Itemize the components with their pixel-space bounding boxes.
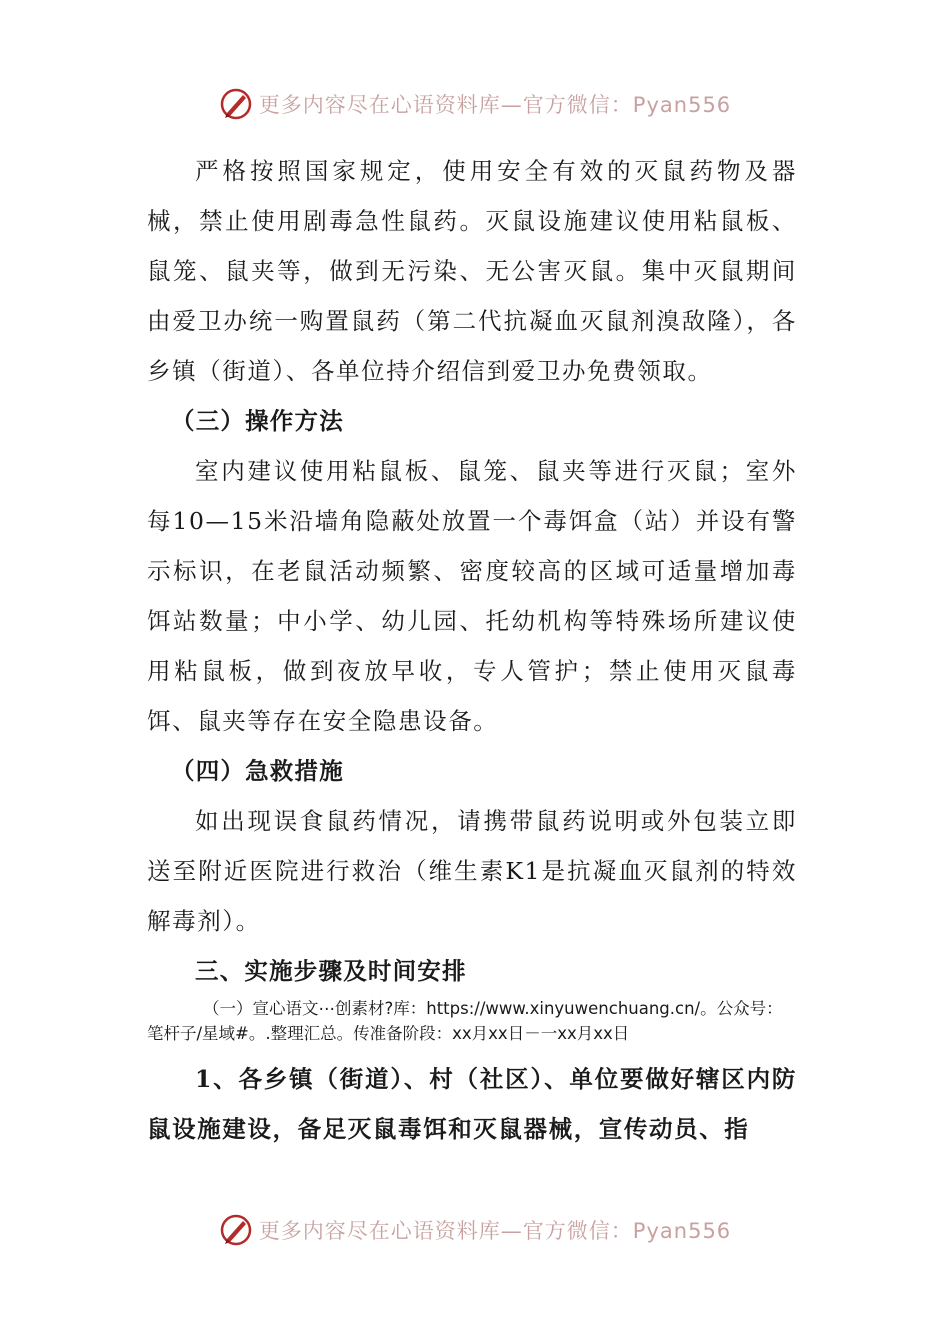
watermark-line-1: （一）宣心语文⋯创素材?库：https://www.xinyuwenchuang.cn/。公众号： (203, 999, 783, 1018)
footer-banner-text: 更多内容尽在心语资料库—官方微信：Pyan556 (258, 1219, 732, 1243)
header-banner (0, 84, 950, 124)
paragraph-step-1: 1、各乡镇（街道）、村（社区）、单位要做好辖区内防鼠设施建设，备足灭鼠毒饵和灭鼠器械，宣传动员、指 (147, 1065, 797, 1143)
paragraph-operation-method: 室内建议使用粘鼠板、鼠笼、鼠夹等进行灭鼠；室外每10—15米沿墙角隐蔽处放置一个毒饵盒（站）并设有警示标识，在老鼠活动频繁、密度较高的区域可适量增加毒饵站数量；中小学、幼儿园、托幼机构等特殊场所建议使用粘鼠板，做到夜放早收，专人管护；禁止使用灭鼠毒饵、鼠夹等存在安全隐患设备。 (147, 457, 797, 735)
chapter-heading-implementation-steps: 三、实施步骤及时间安排 (195, 957, 467, 985)
section-heading-first-aid: （四）急救措施 (171, 757, 344, 785)
watermark-line-2: 笔杆子/星域#。.整理汇总。传准备阶段：xx月xx日－一xx月xx日 (147, 1024, 630, 1043)
section-heading-operation-method: （三）操作方法 (171, 407, 344, 435)
pen-seal-logo-icon (219, 87, 253, 121)
pen-seal-logo-icon (219, 1213, 253, 1247)
paragraph-rodenticide-rules: 严格按照国家规定，使用安全有效的灭鼠药物及器械，禁止使用剧毒急性鼠药。灭鼠设施建议使用粘鼠板、鼠笼、鼠夹等，做到无污染、无公害灭鼠。集中灭鼠期间由爱卫办统一购置鼠药（第二代抗凝血灭鼠剂溴敌隆），各乡镇（街道）、各单位持介绍信到爱卫办免费领取。 (147, 157, 797, 385)
watermark-text-block (147, 996, 797, 1046)
header-banner-text: 更多内容尽在心语资料库—官方微信：Pyan556 (258, 93, 732, 117)
paragraph-first-aid: 如出现误食鼠药情况，请携带鼠药说明或外包装立即送至附近医院进行救治（维生素K1是抗凝血灭鼠剂的特效解毒剂）。 (147, 807, 797, 935)
footer-banner (0, 1210, 950, 1250)
document-body (147, 146, 797, 1154)
